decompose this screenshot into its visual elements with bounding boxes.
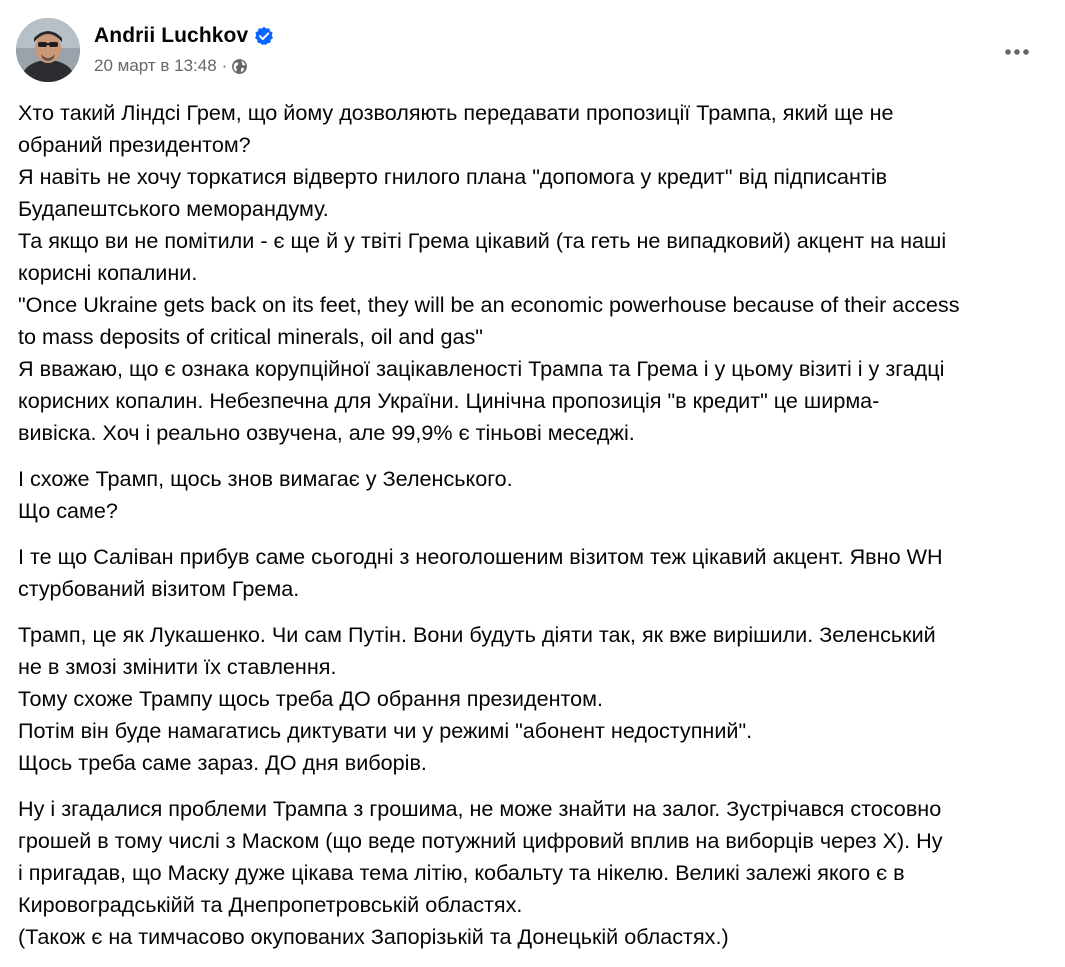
post-text-line: корисні копалини. [18, 260, 198, 285]
post-text-line: Хто такий Ліндсі Грем, що йому дозволяють передавати пропозиції Трампа, який ще не [18, 100, 894, 125]
post-text-line: обраний президентом? [18, 132, 251, 157]
author-row [94, 22, 274, 50]
post-text-line: Щось треба саме зараз. ДО дня виборів. [18, 750, 427, 775]
post-text-line: Будапештського меморандуму. [18, 196, 329, 221]
meta-separator: · [221, 56, 228, 75]
post-text-line: to mass deposits of critical minerals, oil and gas" [18, 324, 483, 349]
post-header [16, 18, 1049, 84]
post-text-line: корисних копалин. Небезпечна для України. Цинічна пропозиція "в кредит" це ширма- [18, 388, 880, 413]
author-avatar[interactable] [16, 18, 80, 82]
post-text-line: Трамп, це як Лукашенко. Чи сам Путін. Вони будуть діяти так, як вже вирішили. Зеленський [18, 622, 936, 647]
post-text-line: І те що Саліван прибув саме сьогодні з неоголошеним візитом теж цікавий акцент. Явно WH [18, 544, 943, 569]
post-text-line: Я навіть не хочу торкатися відверто гнилого плана "допомога у кредит" від підписантів [18, 164, 888, 189]
globe-icon[interactable] [231, 58, 248, 75]
post-text-line: Я вважаю, що є ознака корупційної зацікавленості Трампа та Грема і у цьому візиті і у згадці [18, 356, 945, 381]
author-block [94, 22, 274, 78]
post-text-line: Кировоградськійй та Днепропетровській областях. [18, 892, 523, 917]
more-horizontal-icon [1004, 43, 1030, 61]
post-text-line: (Також є на тимчасово окупованих Запорізькій та Донецькій областях.) [18, 924, 729, 949]
post-text-line: Та якщо ви не помітили - є ще й у твіті Грема цікавий (та геть не випадковий) акцент на наші [18, 228, 947, 253]
post-text-line: Що саме? [18, 498, 118, 523]
post-options-button[interactable] [999, 34, 1035, 70]
post-text-line: вивіска. Хоч і реально озвучена, але 99,9% є тіньові меседжі. [18, 420, 635, 445]
verified-badge-icon [254, 26, 274, 46]
post-text-line: "Once Ukraine gets back on its feet, they will be an economic powerhouse because of their access [18, 292, 960, 317]
post-text-line: не в змозі змінити їх ставлення. [18, 654, 337, 679]
post-text-line: грошей в тому числі з Маском (що веде потужний цифровий вплив на виборців через Х). Ну [18, 828, 943, 853]
post-paragraph [18, 541, 1053, 605]
post-text-line: І схоже Трамп, щось знов вимагає у Зеленського. [18, 466, 513, 491]
post-paragraph [18, 793, 1053, 953]
post-body [18, 97, 1053, 967]
post-text-line: стурбований візитом Грема. [18, 576, 300, 601]
post-paragraph [18, 619, 1053, 779]
author-name[interactable]: Andrii Luchkov [94, 24, 249, 47]
post-timestamp[interactable]: 20 март в 13:48 [94, 56, 217, 75]
post-paragraph [18, 463, 1053, 527]
post-text-line: Ну і згадалися проблеми Трампа з грошима, не може знайти на залог. Зустрічався стосовно [18, 796, 942, 821]
post-text-line: і пригадав, що Маску дуже цікава тема літію, кобальту та нікелю. Великі залежі якого є в [18, 860, 905, 885]
avatar-photo-icon [16, 18, 80, 82]
post-text-line: Потім він буде намагатись диктувати чи у режимі "абонент недоступний". [18, 718, 753, 743]
post-paragraph [18, 97, 1053, 449]
post-text-line: Тому схоже Трампу щось треба ДО обрання президентом. [18, 686, 604, 711]
post-meta [94, 54, 274, 78]
